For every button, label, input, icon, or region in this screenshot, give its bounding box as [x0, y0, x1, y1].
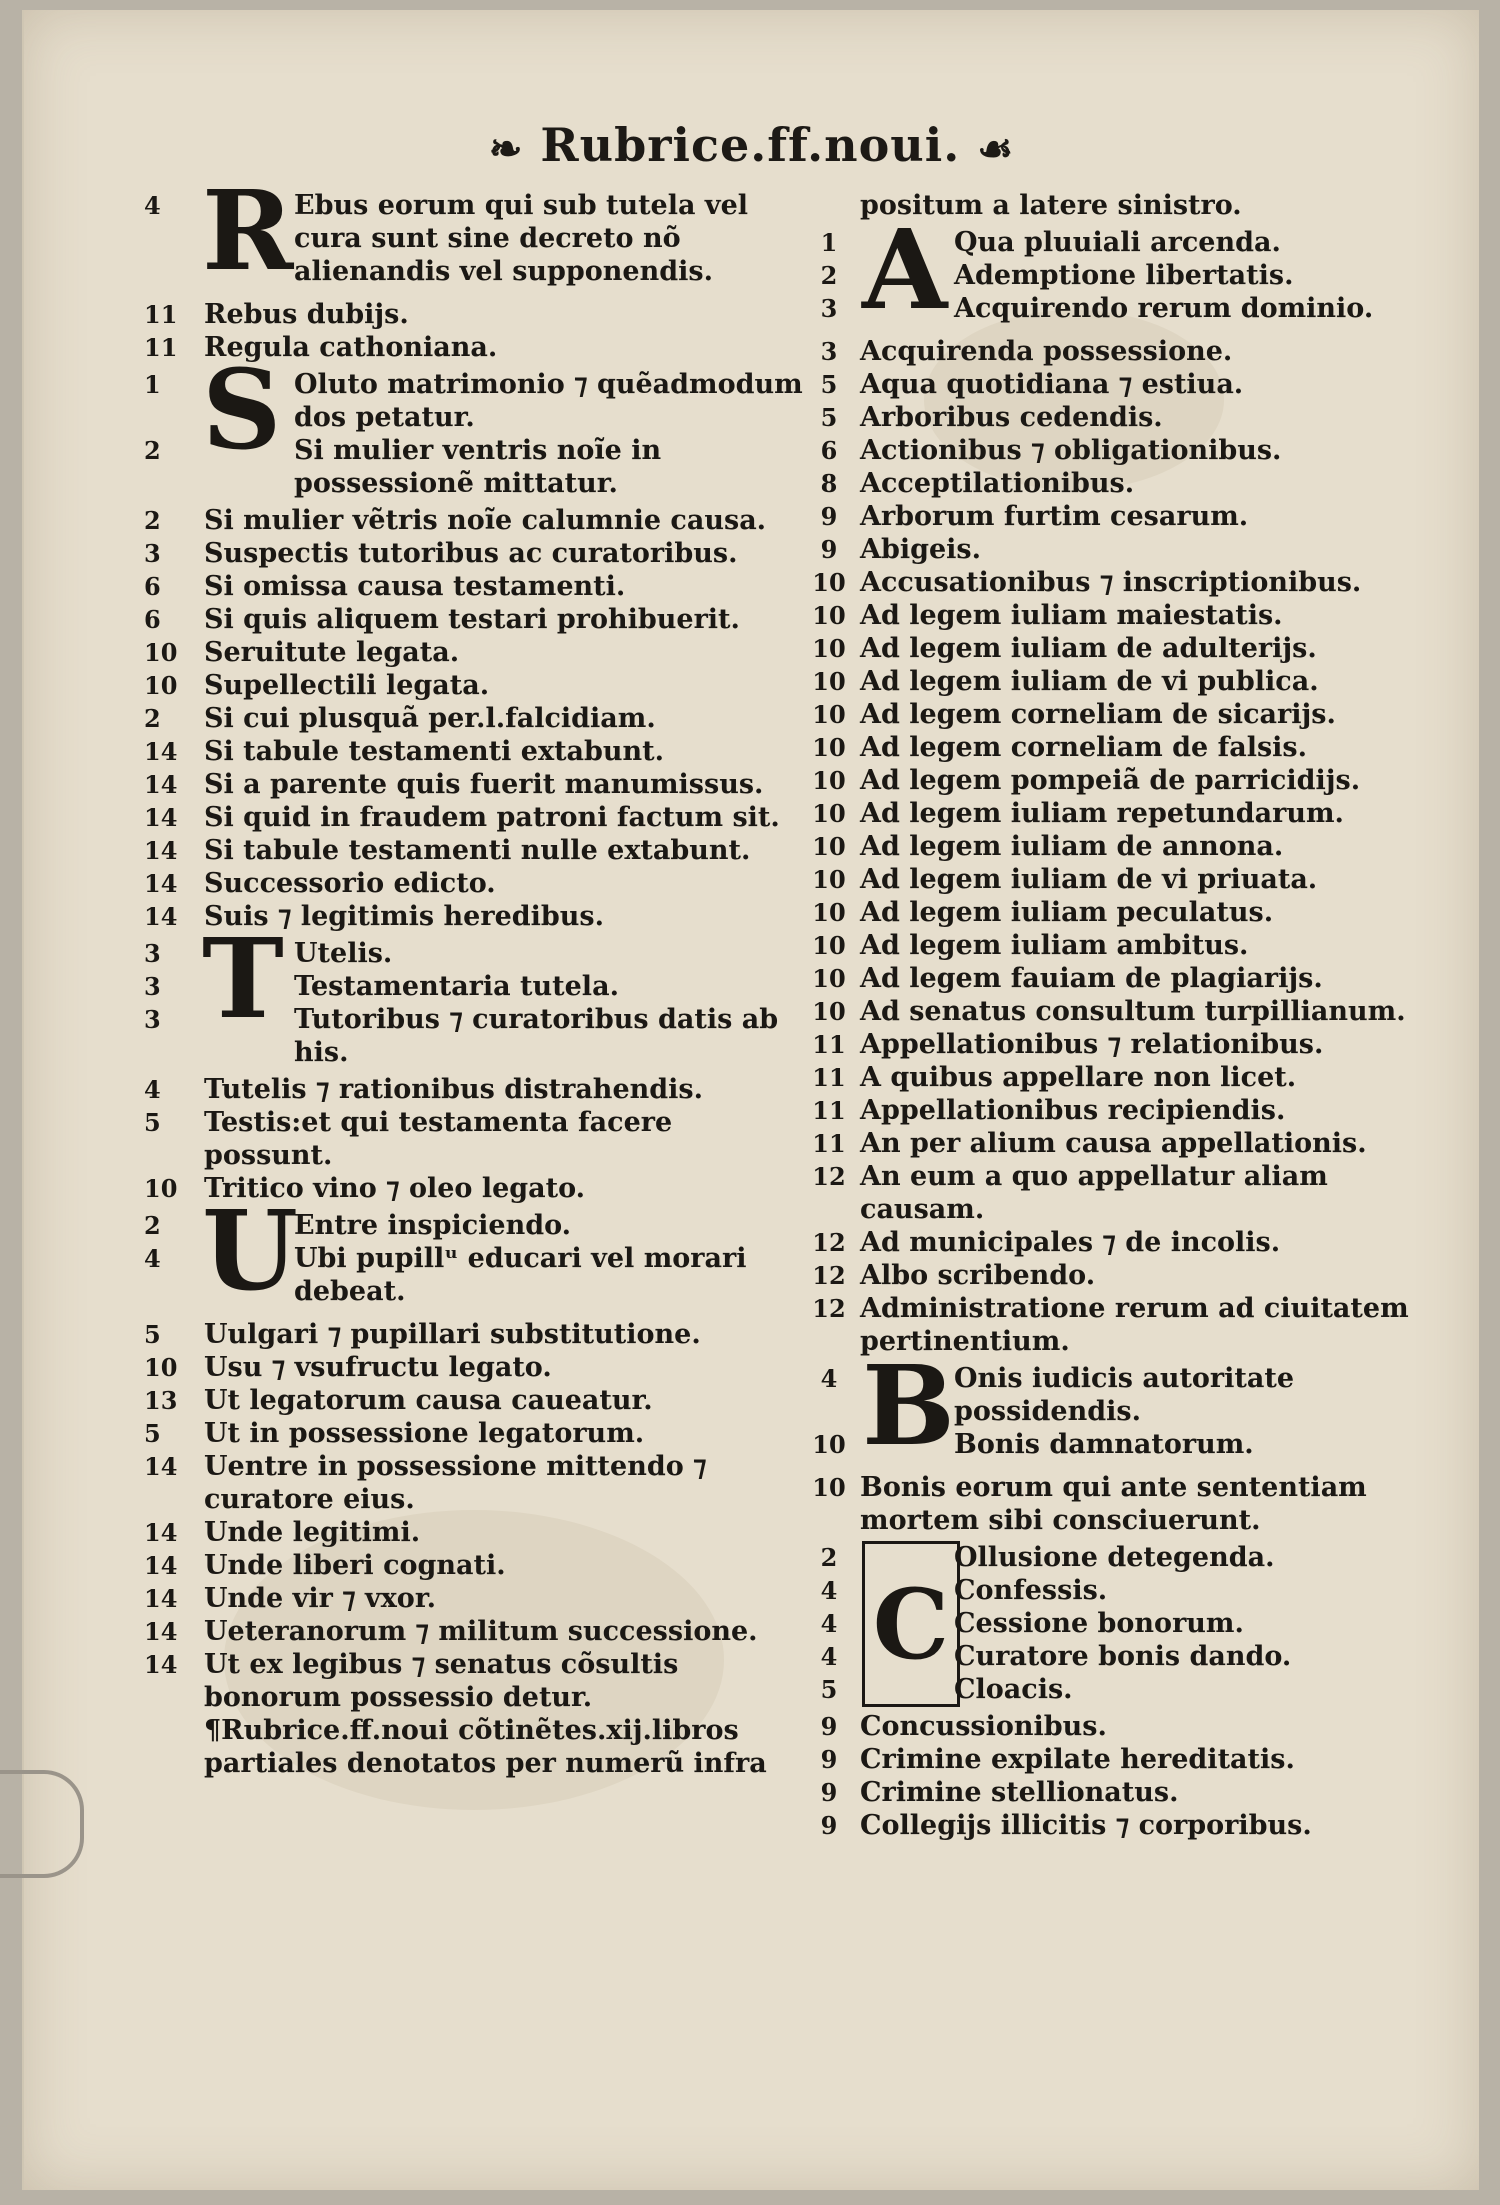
rubric-entry: [804, 259, 1444, 292]
book-number: 14: [144, 1650, 178, 1679]
book-number: 5: [144, 1419, 161, 1448]
rubric-title: Supellectili legata.: [204, 670, 490, 701]
book-number: 10: [812, 964, 846, 993]
rubric-title: Unde liberi cognati.: [204, 1550, 506, 1581]
rubric-entry: [144, 801, 804, 834]
page-header: [24, 118, 1479, 173]
book-number: 3: [820, 294, 838, 323]
decorated-initial: S: [202, 345, 282, 474]
rubric-entry: [804, 1127, 1444, 1160]
book-number: 10: [812, 832, 846, 861]
decorated-initial: C: [862, 1541, 960, 1707]
book-number: 11: [812, 1030, 846, 1059]
rubric-entry: [144, 1351, 804, 1384]
rubric-title: Testis:et qui testamenta facere possunt.: [204, 1107, 673, 1171]
rubric-entry: [804, 1743, 1444, 1776]
book-number: 9: [820, 1745, 838, 1774]
rubric-title: Onis iudicis autoritate possidendis.: [954, 1363, 1295, 1427]
rubric-group: [144, 166, 804, 295]
rubric-entry: [144, 1003, 804, 1069]
book-number: 10: [812, 733, 846, 762]
book-number: 10: [812, 1430, 846, 1459]
rubric-title: Bonis damnatorum.: [954, 1429, 1254, 1460]
rubric-entry: [804, 929, 1444, 962]
book-number: 1: [144, 370, 161, 399]
rubric-entry: [144, 434, 804, 500]
rubric-entry: [144, 735, 804, 768]
rubric-entry: [144, 570, 804, 603]
rubric-title: Unde legitimi.: [204, 1517, 421, 1548]
book-number: 10: [812, 634, 846, 663]
rubric-entry: [804, 401, 1444, 434]
rubric-title: Accusationibus ⁊ inscriptionibus.: [860, 567, 1362, 598]
rubric-title: Rebus dubijs.: [204, 299, 409, 330]
rubric-entry: [804, 962, 1444, 995]
rubric-entry: [804, 764, 1444, 797]
rubric-title: Uulgari ⁊ pupillari substitutione.: [204, 1319, 701, 1350]
rubric-entry: [804, 1226, 1444, 1259]
rubric-title: Ut legatorum causa caueatur.: [204, 1385, 653, 1416]
rubric-entry: [804, 226, 1444, 259]
rubric-entry: [144, 1209, 804, 1242]
book-number: 14: [144, 869, 178, 898]
book-number: 6: [144, 605, 161, 634]
rubric-title: Ad legem pompeiã de parricidijs.: [860, 765, 1361, 796]
book-number: 9: [820, 1712, 838, 1741]
book-number: 11: [812, 1063, 846, 1092]
rubric-entry: [804, 632, 1444, 665]
book-number: 10: [812, 1473, 846, 1502]
book-number: 4: [144, 191, 161, 220]
book-number: 3: [144, 539, 161, 568]
rubric-entry: [144, 768, 804, 801]
rubric-group: [804, 335, 1444, 1358]
book-number: 2: [144, 506, 161, 535]
book-number: 2: [144, 436, 161, 465]
book-number: 10: [812, 766, 846, 795]
rubric-entry: [804, 1094, 1444, 1127]
rubric-title: Ad legem fauiam de plagiarijs.: [860, 963, 1323, 994]
book-number: 14: [144, 902, 178, 931]
rubric-title: Crimine stellionatus.: [860, 1777, 1179, 1808]
book-number: 13: [144, 1386, 178, 1415]
book-number: 10: [812, 700, 846, 729]
rubric-title: Cloacis.: [954, 1674, 1073, 1705]
book-number: 8: [820, 469, 838, 498]
book-number: 10: [812, 799, 846, 828]
book-number: 2: [820, 261, 838, 290]
rubric-title: Unde vir ⁊ vxor.: [204, 1583, 436, 1614]
decorated-initial: A: [862, 205, 948, 334]
book-number: 14: [144, 1551, 178, 1580]
book-number: 10: [144, 638, 178, 667]
rubric-title: Entre inspiciendo.: [294, 1210, 572, 1241]
rubric-title: Actionibus ⁊ obligationibus.: [860, 435, 1282, 466]
rubric-entry: [804, 599, 1444, 632]
rubric-title: Ad legem iuliam de vi priuata.: [860, 864, 1318, 895]
rubric-title: Tritico vino ⁊ oleo legato.: [204, 1173, 586, 1204]
right-column: [804, 185, 1444, 1846]
book-number: 10: [812, 667, 846, 696]
rubric-group: [144, 1318, 804, 1780]
rubric-entry: [144, 1516, 804, 1549]
rubric-title: Ad senatus consultum turpillianum.: [860, 996, 1406, 1027]
rubric-title: Acquirendo rerum dominio.: [954, 293, 1374, 324]
book-number: 14: [144, 770, 178, 799]
book-number: 4: [144, 1244, 161, 1273]
rubric-title: Arboribus cedendis.: [860, 402, 1163, 433]
rubric-entry: [144, 1549, 804, 1582]
rubric-entry: [144, 298, 804, 331]
rubric-title: Abigeis.: [860, 534, 981, 565]
rubric-title: Oluto matrimonio ⁊ quẽadmodum dos petatur.: [294, 369, 803, 433]
rubric-title: Cessione bonorum.: [954, 1608, 1244, 1639]
rubric-title: Si tabule testamenti extabunt.: [204, 736, 665, 767]
ornament-left-icon: ❧: [488, 125, 524, 173]
decorated-initial: U: [202, 1186, 298, 1315]
rubric-entry: [804, 467, 1444, 500]
rubric-entry: [144, 1318, 804, 1351]
rubric-title: Curatore bonis dando.: [954, 1641, 1292, 1672]
book-number: 4: [820, 1642, 838, 1671]
ornament-right-icon: ☙: [977, 125, 1015, 173]
rubric-entry: [804, 1061, 1444, 1094]
rubric-title: Uentre in possessione mittendo ⁊ curatore eius.: [204, 1451, 707, 1515]
rubric-title: Regula cathoniana.: [204, 332, 498, 363]
rubric-entry: [144, 1384, 804, 1417]
rubric-entry: [804, 797, 1444, 830]
rubric-title: Si omissa causa testamenti.: [204, 571, 626, 602]
rubric-entry: [804, 698, 1444, 731]
rubric-entry: [804, 1259, 1444, 1292]
decorated-initial: T: [202, 914, 284, 1043]
rubric-title: Ad legem iuliam de adulterijs.: [860, 633, 1317, 664]
rubric-entry: [804, 533, 1444, 566]
book-number: 3: [144, 1005, 161, 1034]
decorated-initial: B: [862, 1341, 955, 1470]
rubric-title: Bonis eorum qui ante sententiam mortem sibi consciuerunt.: [860, 1472, 1367, 1536]
rubric-group: [804, 1341, 1444, 1470]
rubric-title: Si quid in fraudem patroni factum sit.: [204, 802, 780, 833]
book-number: 10: [812, 997, 846, 1026]
rubric-entry: [144, 1615, 804, 1648]
rubric-entry: [144, 1450, 804, 1516]
book-number: 10: [812, 568, 846, 597]
book-number: 12: [812, 1228, 846, 1257]
rubric-title: positum a latere sinistro.: [860, 190, 1242, 221]
rubric-title: Tutelis ⁊ rationibus distrahendis.: [204, 1074, 703, 1105]
rubric-entry: [144, 1714, 804, 1780]
rubric-title: Ad legem iuliam ambitus.: [860, 930, 1249, 961]
book-number: 9: [820, 1778, 838, 1807]
rubric-title: Seruitute legata.: [204, 637, 460, 668]
rubric-title: Ad legem iuliam de vi publica.: [860, 666, 1319, 697]
rubric-entry: [144, 636, 804, 669]
rubric-title: A quibus appellare non licet.: [860, 1062, 1297, 1093]
book-number: 4: [820, 1364, 838, 1393]
rubric-title: Ademptione libertatis.: [954, 260, 1294, 291]
rubric-entry: [144, 603, 804, 636]
book-number: 5: [820, 403, 838, 432]
book-number: 4: [820, 1576, 838, 1605]
book-number: 12: [812, 1162, 846, 1191]
book-number: 3: [144, 939, 161, 968]
book-number: 4: [144, 1075, 161, 1104]
rubric-entry: [144, 537, 804, 570]
rubric-group: [804, 1471, 1444, 1537]
rubric-entry: [804, 335, 1444, 368]
rubric-entry: [144, 937, 804, 970]
book-number: 2: [144, 1211, 161, 1240]
rubric-title: Concussionibus.: [860, 1711, 1107, 1742]
rubric-entry: [804, 1471, 1444, 1537]
rubric-group: [804, 1541, 1444, 1706]
rubric-title: Si quis aliquem testari prohibuerit.: [204, 604, 740, 635]
rubric-title: Ebus eorum qui sub tutela vel cura sunt sine decreto nõ alienandis vel supponendis.: [294, 190, 749, 287]
rubric-title: Qua pluuiali arcenda.: [954, 227, 1281, 258]
decorated-initial: R: [202, 166, 294, 295]
book-number: 5: [144, 1108, 161, 1137]
rubric-title: Ut in possessione legatorum.: [204, 1418, 645, 1449]
rubric-entry: [804, 368, 1444, 401]
rubric-entry: [144, 970, 804, 1003]
book-number: 12: [812, 1261, 846, 1290]
book-number: 10: [144, 1353, 178, 1382]
rubric-title: Si a parente quis fuerit manumissus.: [204, 769, 764, 800]
rubric-entry: [804, 1673, 1444, 1706]
book-number: 10: [812, 898, 846, 927]
rubric-entry: [804, 500, 1444, 533]
book-number: 3: [820, 337, 838, 366]
rubric-entry: [804, 830, 1444, 863]
rubric-entry: [144, 867, 804, 900]
rubric-entry: [804, 1710, 1444, 1743]
book-number: 10: [812, 601, 846, 630]
rubric-entry: [804, 665, 1444, 698]
rubric-title: Tutoribus ⁊ curatoribus datis ab his.: [294, 1004, 779, 1068]
book-number: 11: [144, 300, 178, 329]
rubric-title: Ad legem iuliam de annona.: [860, 831, 1284, 862]
rubric-entry: [804, 1028, 1444, 1061]
rubric-entry: [804, 995, 1444, 1028]
rubric-title: Acquirenda possessione.: [860, 336, 1233, 367]
rubric-title: Ad legem corneliam de sicarijs.: [860, 699, 1336, 730]
book-number: 2: [144, 704, 161, 733]
rubric-entry: [144, 1073, 804, 1106]
rubric-group: [144, 504, 804, 933]
rubric-title: Collegijs illicitis ⁊ corporibus.: [860, 1810, 1312, 1841]
rubric-title: Ut ex legibus ⁊ senatus cõsultis bonorum possessio detur.: [204, 1649, 679, 1713]
rubric-title: Si cui plusquã per.l.falcidiam.: [204, 703, 656, 734]
book-number: 1: [820, 228, 838, 257]
rubric-title: An per alium causa appellationis.: [860, 1128, 1367, 1159]
rubric-title: Utelis.: [294, 938, 393, 969]
rubric-title: Ad legem iuliam peculatus.: [860, 897, 1274, 928]
rubric-entry: [144, 1648, 804, 1714]
rubric-entry: [804, 1428, 1444, 1461]
book-number: 10: [812, 865, 846, 894]
rubric-entry: [804, 292, 1444, 325]
rubric-title: Si mulier ventris noĩe in possessionẽ mittatur.: [294, 435, 662, 499]
page-clip: [0, 1770, 84, 1878]
rubric-title: Ubi pupillᵘ educari vel morari debeat.: [294, 1243, 747, 1307]
book-number: 14: [144, 1452, 178, 1481]
rubric-entry: [804, 566, 1444, 599]
rubric-entry: [144, 1417, 804, 1450]
rubric-title: Successorio edicto.: [204, 868, 496, 899]
book-page: [22, 10, 1479, 2190]
book-number: 14: [144, 1584, 178, 1613]
rubric-title: Ollusione detegenda.: [954, 1542, 1275, 1573]
rubric-title: Confessis.: [954, 1575, 1108, 1606]
rubric-entry: [804, 896, 1444, 929]
left-column: [144, 166, 804, 1784]
rubric-title: Ad municipales ⁊ de incolis.: [860, 1227, 1281, 1258]
rubric-title: Acceptilationibus.: [860, 468, 1135, 499]
rubric-group: [804, 1710, 1444, 1842]
book-number: 10: [812, 931, 846, 960]
rubric-title: Ueteranorum ⁊ militum successione.: [204, 1616, 758, 1647]
book-number: 4: [820, 1609, 838, 1638]
book-number: 14: [144, 737, 178, 766]
book-number: 11: [812, 1096, 846, 1125]
rubric-entry: [804, 1640, 1444, 1673]
book-number: 14: [144, 803, 178, 832]
rubric-title: Testamentaria tutela.: [294, 971, 619, 1002]
rubric-entry: [804, 1574, 1444, 1607]
rubric-entry: [144, 669, 804, 702]
rubric-entry: [144, 1582, 804, 1615]
rubric-title: Ad legem iuliam maiestatis.: [860, 600, 1283, 631]
rubric-entry: [804, 1776, 1444, 1809]
book-number: 3: [144, 972, 161, 1001]
rubric-entry: [804, 863, 1444, 896]
rubric-title: Usu ⁊ vsufructu legato.: [204, 1352, 552, 1383]
rubric-title: Albo scribendo.: [860, 1260, 1096, 1291]
rubric-title: Si mulier vẽtris noĩe calumnie causa.: [204, 505, 767, 536]
book-number: 9: [820, 535, 838, 564]
rubric-title: Arborum furtim cesarum.: [860, 501, 1249, 532]
rubric-title: Aqua quotidiana ⁊ estiua.: [860, 369, 1244, 400]
book-number: 5: [820, 370, 838, 399]
page-title: Rubrice.ff.noui.: [540, 118, 961, 172]
rubric-title: Ad legem corneliam de falsis.: [860, 732, 1308, 763]
rubric-entry: [804, 1362, 1444, 1428]
rubric-title: Suspectis tutoribus ac curatoribus.: [204, 538, 738, 569]
rubric-entry: [804, 1541, 1444, 1574]
rubric-entry: [804, 731, 1444, 764]
book-number: 9: [820, 1811, 838, 1840]
rubric-entry: [144, 702, 804, 735]
rubric-entry: [804, 434, 1444, 467]
rubric-title: Administratione rerum ad ciuitatem pertinentium.: [860, 1293, 1409, 1357]
rubric-title: An eum a quo appellatur aliam causam.: [860, 1161, 1328, 1225]
rubric-entry: [804, 1809, 1444, 1842]
book-number: 12: [812, 1294, 846, 1323]
rubric-title: Appellationibus recipiendis.: [860, 1095, 1286, 1126]
book-number: 10: [144, 1174, 178, 1203]
book-number: 6: [144, 572, 161, 601]
rubric-entry: [144, 368, 804, 434]
rubric-entry: [144, 834, 804, 867]
rubric-entry: [804, 1160, 1444, 1226]
rubric-entry: [804, 1607, 1444, 1640]
book-number: 14: [144, 1518, 178, 1547]
rubric-title: Appellationibus ⁊ relationibus.: [860, 1029, 1324, 1060]
book-number: 5: [144, 1320, 161, 1349]
rubric-entry: [144, 504, 804, 537]
book-number: 10: [144, 671, 178, 700]
rubric-entry: [144, 1106, 804, 1172]
book-number: 2: [820, 1543, 838, 1572]
book-number: 5: [820, 1675, 838, 1704]
book-number: 6: [820, 436, 838, 465]
book-number: 14: [144, 1617, 178, 1646]
book-number: 11: [144, 333, 178, 362]
book-number: 9: [820, 502, 838, 531]
rubric-title: ¶Rubrice.ff.noui cõtinẽtes.xij.libros partiales denotatos per numerũ infra: [204, 1715, 767, 1779]
book-number: 14: [144, 836, 178, 865]
rubric-title: Ad legem iuliam repetundarum.: [860, 798, 1344, 829]
rubric-title: Crimine expilate hereditatis.: [860, 1744, 1295, 1775]
rubric-entry: [144, 189, 804, 288]
rubric-title: Suis ⁊ legitimis heredibus.: [204, 901, 604, 932]
rubric-title: Si tabule testamenti nulle extabunt.: [204, 835, 751, 866]
book-number: 11: [812, 1129, 846, 1158]
rubric-entry: [144, 1242, 804, 1308]
